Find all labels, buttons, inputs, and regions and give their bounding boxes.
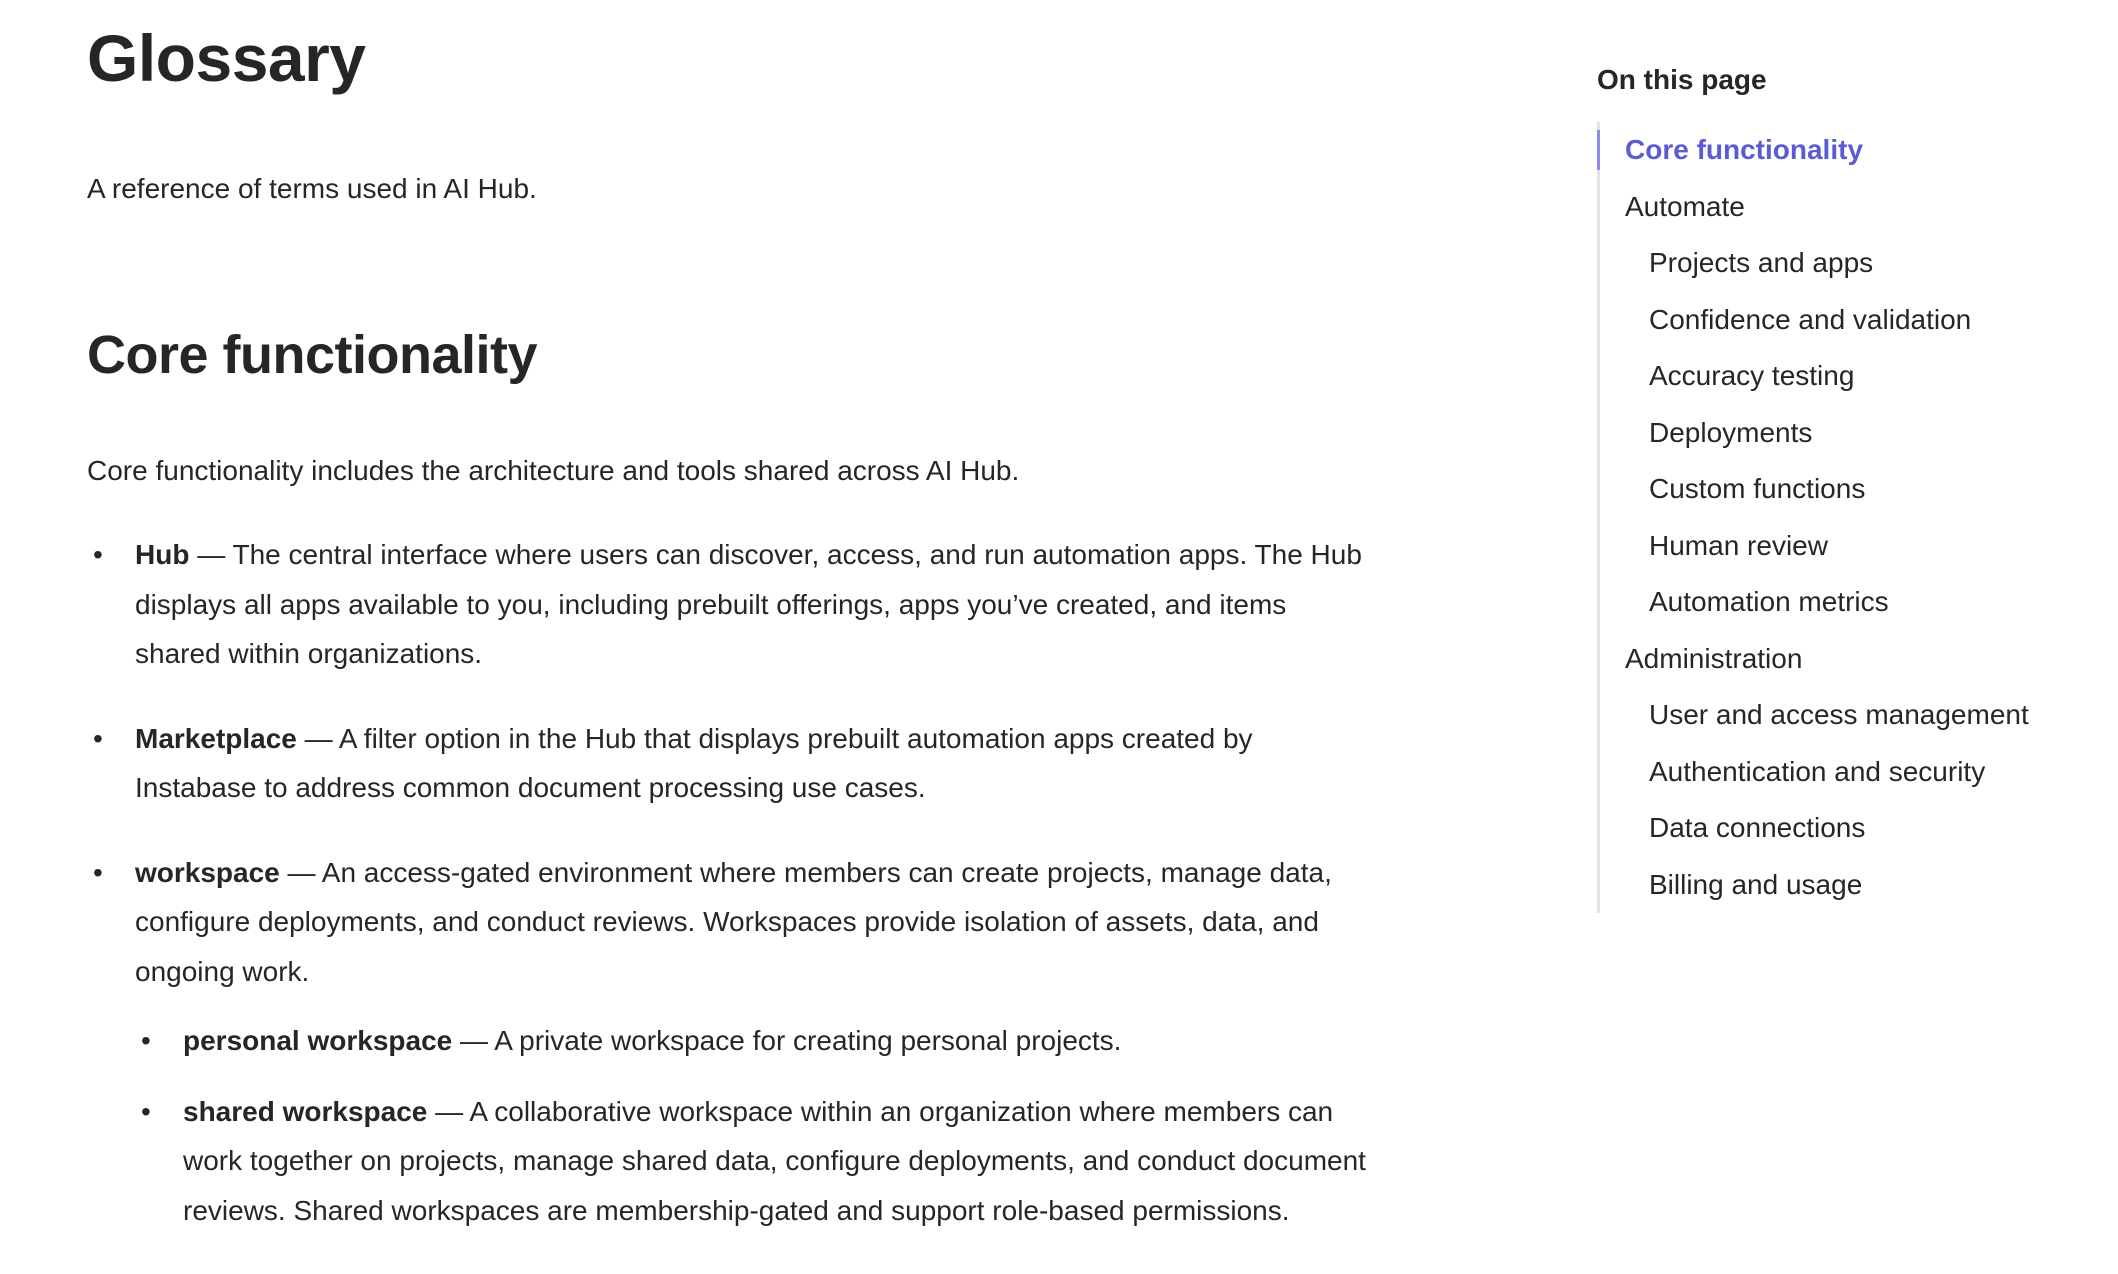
section-intro: Core functionality includes the architecture and tools shared across AI Hub. [87, 455, 1020, 486]
definition: — A collaborative workspace within an organization where members can work together on projects, manage shared data, configure deployments, and conduct document reviews. Shared workspaces are membership-gated and support role-based permissions. [183, 1095, 1366, 1226]
term: shared workspace [183, 1095, 428, 1127]
toc-link-confidence-and-validation[interactable]: Confidence and validation [1649, 303, 1972, 335]
term: personal workspace [183, 1025, 453, 1056]
glossary-item-hub [87, 530, 1377, 679]
toc-title: On this page [1597, 64, 1767, 95]
definition: — The central interface where users can discover, access, and run automation apps. The Hub displays all apps available to you, including prebuilt offerings, apps you’ve created, and items shared within organizations. [135, 539, 1362, 669]
toc-link-authentication-and-security[interactable]: Authentication and security [1649, 755, 1986, 787]
toc-list [1597, 122, 2097, 913]
toc-link-automate[interactable]: Automate [1625, 190, 1745, 222]
toc-link-projects-and-apps[interactable]: Projects and apps [1649, 247, 1874, 278]
page-title: Glossary [87, 21, 366, 95]
glossary-item-workspace [87, 848, 1377, 1236]
toc-link-administration[interactable]: Administration [1625, 642, 1803, 674]
glossary-item-marketplace [87, 714, 1377, 813]
definition: — A filter option in the Hub that displays prebuilt automation apps created by Instabase to address common document processing use cases. [135, 722, 1253, 803]
definition: — A private workspace for creating personal projects. [452, 1025, 1122, 1056]
toc-link-data-connections[interactable]: Data connections [1649, 812, 1866, 843]
page-subtitle: A reference of terms used in AI Hub. [87, 173, 537, 204]
glossary-item-shared-workspace [135, 1087, 1377, 1236]
toc-link-deployments[interactable]: Deployments [1649, 416, 1813, 448]
toc-link-core-functionality[interactable]: Core functionality [1600, 122, 2097, 179]
workspace-sublist [135, 1016, 1377, 1235]
glossary-list [87, 530, 1377, 1270]
glossary-item-personal-workspace [135, 1016, 1377, 1066]
section-heading-core-functionality: Core functionality [87, 325, 538, 385]
table-of-contents [1597, 58, 2097, 913]
toc-link-accuracy-testing[interactable]: Accuracy testing [1649, 360, 1855, 391]
toc-link-billing-and-usage[interactable]: Billing and usage [1649, 868, 1863, 900]
toc-link-user-and-access-management[interactable]: User and access management [1649, 699, 2029, 730]
term: Marketplace [135, 722, 297, 754]
toc-link-custom-functions[interactable]: Custom functions [1649, 473, 1866, 504]
definition: — An access-gated environment where members can create projects, manage data, configure deployments, and conduct reviews. Workspaces provide isolation of assets, data, and ongoing work. [135, 856, 1332, 987]
term: Hub [135, 539, 190, 570]
toc-link-human-review[interactable]: Human review [1649, 529, 1828, 561]
toc-link-automation-metrics[interactable]: Automation metrics [1649, 586, 1889, 617]
term: workspace [135, 856, 280, 888]
